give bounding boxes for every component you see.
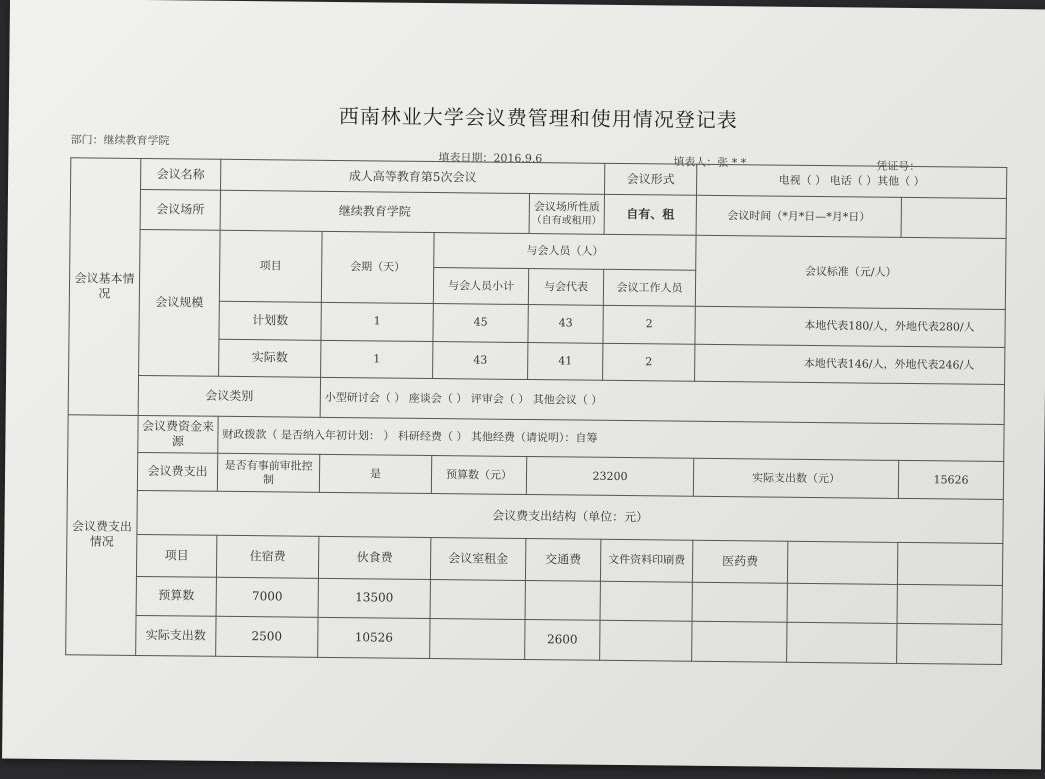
col-lodging: 住宿费 <box>216 535 318 578</box>
venue-nature-title: 会议场所性质 <box>533 199 600 214</box>
filler-name: 填表人：张 * * <box>673 155 747 170</box>
actual-staff: 2 <box>603 343 695 382</box>
col-medical: 医药费 <box>692 540 787 583</box>
col-printing: 文件资料印刷费 <box>600 539 692 582</box>
actual-spend-label: 实际支出数（元） <box>693 459 898 499</box>
structure-title: 会议费支出结构（单位：元） <box>137 490 1003 543</box>
budget-blank-2 <box>897 584 1002 625</box>
spend-label: 会议费支出 <box>137 453 217 491</box>
col-blank-2 <box>897 542 1002 585</box>
actual-subtotal: 43 <box>433 341 528 380</box>
meeting-form-value: 电视（ ） 电话（ ）其他（ ） <box>696 164 1006 199</box>
plan-staff: 2 <box>603 305 695 344</box>
plan-standard: 本地代表180/人，外地代表280/人 <box>695 306 1005 347</box>
col-food: 伙食费 <box>318 536 430 579</box>
actual-spend-value: 15626 <box>898 461 1003 500</box>
venue-nature-value: 自有、租 <box>604 195 696 236</box>
venue-nature-label <box>529 194 604 234</box>
budget-food: 13500 <box>318 578 430 619</box>
meeting-form-label: 会议形式 <box>605 163 697 195</box>
section-basic-info: 会议基本情况 <box>68 158 141 416</box>
subtotal-header: 与会人员小计 <box>433 268 528 304</box>
meeting-time-label: 会议时间（*月*日—*月*日） <box>696 196 901 238</box>
budget-row-label: 预算数 <box>136 576 216 617</box>
meeting-name-label: 会议名称 <box>141 158 221 190</box>
actual-medical <box>692 621 787 662</box>
budget-print <box>600 581 692 622</box>
actual-lodging: 2500 <box>216 617 318 658</box>
category-value: 小型研讨会（ ） 座谈会（ ） 评审会（ ） 其他会议（ ） <box>320 377 1004 424</box>
category-label: 会议类别 <box>138 376 320 418</box>
voucher-number: 凭证号： <box>876 159 921 174</box>
form-paper <box>2 0 1045 769</box>
actual-blank-2 <box>897 624 1002 665</box>
form-title: 西南林业大学会议费管理和使用情况登记表 <box>338 104 738 133</box>
budget-lodging: 7000 <box>216 577 318 618</box>
plan-days: 1 <box>321 302 433 341</box>
standard-header: 会议标准（元/人） <box>695 235 1006 309</box>
plan-subtotal: 45 <box>433 304 528 343</box>
actual-blank-1 <box>787 622 897 663</box>
delegates-header: 与会代表 <box>528 269 603 305</box>
staff-header: 会议工作人员 <box>603 270 695 306</box>
venue-label: 会议场所 <box>140 190 220 231</box>
attendees-header: 与会人员（人） <box>434 233 696 271</box>
fund-source-value: 财政拨款（ 是否纳入年初计划： ） 科研经费（ ） 其他经费（请说明）：自筹 <box>218 416 1004 462</box>
actual-standard: 本地代表146/人，外地代表246/人 <box>695 344 1005 385</box>
meeting-name-value: 成人高等教育第5次会议 <box>221 159 605 194</box>
plan-delegates: 43 <box>528 305 603 343</box>
venue-nature-sub: （自有或租用） <box>531 215 602 228</box>
col-item: 项目 <box>136 534 216 577</box>
actual-transport: 2600 <box>525 620 600 661</box>
scale-label: 会议规模 <box>139 229 221 376</box>
budget-medical <box>692 582 787 623</box>
plan-row-label: 计划数 <box>219 301 321 340</box>
col-blank-1 <box>787 541 897 584</box>
fund-source-label: 会议费资金来源 <box>138 415 218 453</box>
venue-value: 继续教育学院 <box>220 191 529 234</box>
approval-value: 是 <box>319 455 431 494</box>
budget-transport <box>525 580 600 620</box>
budget-value: 23200 <box>526 457 693 496</box>
actual-room <box>430 619 525 660</box>
approval-label: 是否有事前审批控制 <box>217 454 319 493</box>
budget-label: 预算数（元） <box>431 456 526 495</box>
registration-table <box>65 157 1007 665</box>
actual-print <box>600 621 692 662</box>
actual-days: 1 <box>321 340 433 379</box>
section-expense: 会议费支出情况 <box>66 415 139 656</box>
fill-date: 填表日期：2016.9.6 <box>438 151 543 166</box>
actual-delegates: 41 <box>528 342 603 380</box>
col-transport: 交通费 <box>525 538 600 581</box>
budget-blank-1 <box>787 583 897 624</box>
meeting-time-value <box>901 198 1006 239</box>
col-room-rent: 会议室租金 <box>430 537 525 580</box>
actual-row-label: 实际数 <box>219 339 321 378</box>
actual-spend-row-label: 实际支出数 <box>136 616 216 657</box>
item-header: 项目 <box>219 230 322 302</box>
department-label: 部门：继续教育学院 <box>70 133 170 148</box>
actual-food: 10526 <box>318 618 430 659</box>
budget-room <box>430 579 525 620</box>
days-header: 会期（天） <box>321 231 434 303</box>
